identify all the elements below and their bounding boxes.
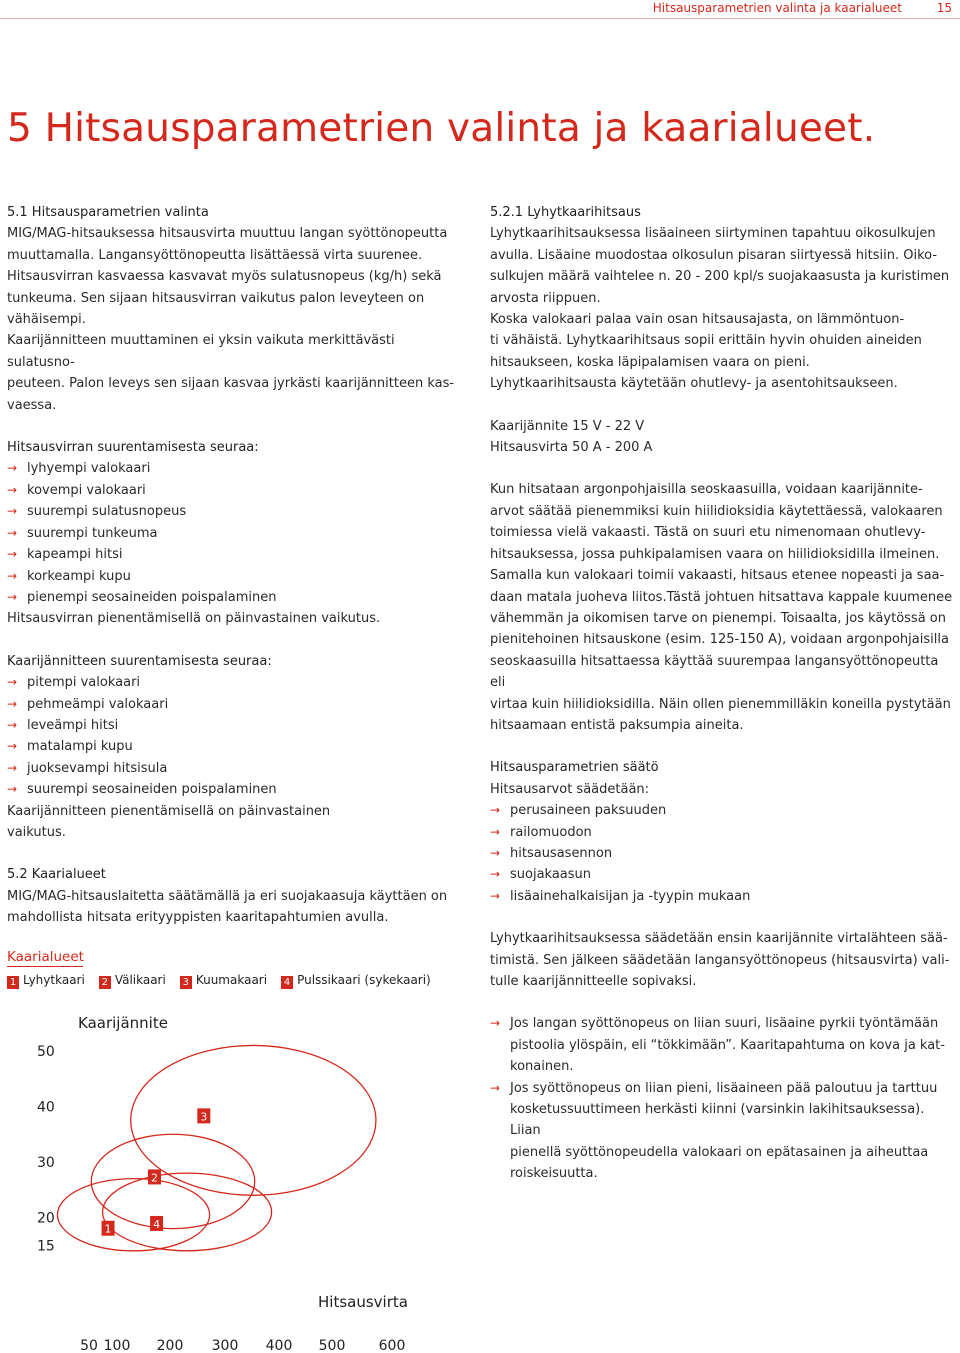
y-axis-ticks xyxy=(37,1044,55,1254)
x-tick-label: 300 xyxy=(211,1338,239,1353)
tip-line: pienellä syöttönopeudella valokaari on epätasainen ja aiheuttaa xyxy=(510,1144,929,1160)
range-line: Kaarijännite 15 V - 22 V xyxy=(490,418,645,434)
tip-line: → Jos langan syöttönopeus on liian suuri, lisäaine pyrkii työntämään xyxy=(510,1016,939,1032)
body-line: vaessa. xyxy=(7,397,57,413)
body-line: vaikutus. xyxy=(7,824,66,840)
right-column xyxy=(490,202,955,1185)
region-ellipse-1 xyxy=(57,1179,209,1251)
region-label-4: 4 xyxy=(153,1217,161,1231)
tip-item xyxy=(490,1078,955,1185)
body-line: arvosta riippuen. xyxy=(490,290,601,306)
header-bar xyxy=(0,0,960,19)
legend-label: Välikaari xyxy=(114,973,166,987)
y-axis-label: Kaarijännite xyxy=(78,1014,168,1032)
tip-line: kosketussuuttimeen herkästi kiinni (varsinkin lakihitsauksessa). Liian xyxy=(510,1102,925,1139)
body-line: seoskaasuilla hitsattaessa käyttää suurempaa langansyöttönopeutta eli xyxy=(490,653,939,691)
body-line: Kun hitsataan argonpohjaisilla seoskaasuilla, voidaan kaarijännite- xyxy=(490,482,923,498)
region-label-1: 1 xyxy=(104,1222,112,1236)
parameter-control-heading: Hitsausparametrien säätö xyxy=(490,760,659,776)
list-item: → kovempi valokaari xyxy=(7,480,457,501)
body-line: Hitsausvirran kasvaessa kasvavat myös sulatusnopeus (kg/h) sekä xyxy=(7,269,442,285)
list-item: → korkeampi kupu xyxy=(7,566,457,587)
body-line: Samalla kun valokaari toimii vakaasti, hitsaus etenee nopeasti ja saa- xyxy=(490,568,945,584)
section-5-1-body xyxy=(7,223,457,416)
body-line: Kaarijännitteen muuttaminen ei yksin vaikuta merkittävästi sulatusno- xyxy=(7,333,395,370)
region-label-3: 3 xyxy=(200,1110,208,1124)
body-line: daan matala juoheva liitos.Tästä johtuen hitsattava kappale kuumenee xyxy=(490,589,953,605)
y-tick-label: 15 xyxy=(37,1238,55,1255)
arc-range-chart xyxy=(0,1000,470,1353)
x-tick-label: 50 xyxy=(80,1338,98,1353)
section-5-1-heading: 5.1 Hitsausparametrien valinta xyxy=(7,205,209,220)
tip-line: → Jos syöttönopeus on liian pieni, lisäaineen pää paloutuu ja tarttuu xyxy=(510,1080,938,1096)
body-line: Kaarijännitteen pienentämisellä on päinvastainen xyxy=(7,803,331,819)
region-label-2: 2 xyxy=(151,1171,158,1185)
y-tick-label: 30 xyxy=(37,1155,55,1171)
legend-label: Lyhytkaari xyxy=(23,973,85,987)
list-item: → perusaineen paksuuden xyxy=(490,800,955,821)
body-line: ti vähäistä. Lyhytkaarihitsaus sopii erittäin hyvin ohuiden aineiden xyxy=(490,333,922,349)
list-item: → juoksevampi hitsisula xyxy=(7,758,457,779)
body-line: MIG/MAG-hitsauksessa hitsausvirta muuttuu langan syöttönopeutta xyxy=(7,226,448,242)
list-item: → suurempi seosaineiden poispalaminen xyxy=(7,779,457,800)
tip-item xyxy=(490,1013,955,1077)
y-tick-label: 40 xyxy=(37,1099,55,1116)
left-column xyxy=(7,202,457,929)
section-5-2-heading: 5.2 Kaarialueet xyxy=(7,867,106,883)
section-5-2-1-heading: 5.2.1 Lyhytkaarihitsaus xyxy=(490,205,641,220)
legend-label: Kuumakaari xyxy=(195,973,268,987)
x-tick-label: 400 xyxy=(265,1338,293,1353)
kaarialueet-title: Kaarialueet xyxy=(7,949,84,965)
tip-line: pistoolia ylöspäin, eli “tökkimään”. Kaaritapahtuma on kova ja kat- xyxy=(510,1037,945,1053)
list-item: → pitempi valokaari xyxy=(7,672,457,693)
list-item: → lisäainehalkaisijan ja -tyypin mukaan xyxy=(490,886,955,907)
range-line: Hitsausvirta 50 A - 200 A xyxy=(490,440,653,456)
x-tick-label: 500 xyxy=(318,1338,346,1353)
list-item: → suurempi sulatusnopeus xyxy=(7,501,457,522)
voltage-effects-heading: Kaarijännitteen suurentamisesta seuraa: xyxy=(7,653,272,669)
legend-entry xyxy=(281,973,431,987)
legend-entry xyxy=(7,973,85,987)
tip-line: konainen. xyxy=(510,1059,574,1075)
body-line: avulla. Lisäaine muodostaa olkosulun pisaran siirtyessä hitsiin. Oiko- xyxy=(490,247,938,263)
list-item: → pienempi seosaineiden poispalaminen xyxy=(7,587,457,608)
legend-number: 3 xyxy=(180,976,192,989)
kaarialueet-legend xyxy=(7,973,431,989)
legend-entry xyxy=(180,973,267,987)
list-item: → hitsausasennon xyxy=(490,843,955,864)
voltage-effects-footer xyxy=(7,801,457,844)
body-line: Lyhytkaarihitsausta käytetään ohutlevy- ja asentohitsaukseen. xyxy=(490,376,898,392)
current-effects-footer: Hitsausvirran pienentämisellä on päinvastainen vaikutus. xyxy=(7,611,381,627)
list-item: → matalampi kupu xyxy=(7,736,457,757)
current-effects-heading: Hitsausvirran suurentamisesta seuraa: xyxy=(7,440,259,456)
chart-regions xyxy=(57,1045,375,1250)
legend-label: Pulssikaari (sykekaari) xyxy=(297,973,431,987)
section-5-2-1-body xyxy=(490,223,955,394)
tip-line: roiskeisuutta. xyxy=(510,1166,598,1182)
parameter-control-list xyxy=(490,800,955,907)
section-5-2-body xyxy=(7,886,457,929)
body-line: toimiessa vielä vakaasti. Tästä on suuri etu nimenomaan ohutlevy- xyxy=(490,525,926,541)
short-arc-paragraph xyxy=(490,928,955,992)
x-axis-label: Hitsausvirta xyxy=(318,1293,408,1311)
body-line: tunkeuma. Sen sijaan hitsausvirran vaikutus palon leveyteen on xyxy=(7,290,425,306)
body-line: sulkujen määrä vaihtelee n. 20 - 200 kpl/s suojakaasusta ja kuristimen xyxy=(490,269,950,285)
region-ellipse-2 xyxy=(91,1134,254,1228)
running-title: Hitsausparametrien valinta ja kaarialueet xyxy=(652,1,902,15)
body-line: tulle kaarijännitteelle sopivaksi. xyxy=(490,974,697,989)
y-tick-label: 50 xyxy=(37,1044,55,1060)
x-tick-label: 200 xyxy=(156,1338,184,1353)
y-tick-label: 20 xyxy=(37,1210,55,1227)
body-line: arvot säätää pienemmiksi kuin hiilidioksidia käytettäessä, valokaaren xyxy=(490,503,943,519)
list-item: → suurempi tunkeuma xyxy=(7,523,457,544)
list-item: → kapeampi hitsi xyxy=(7,544,457,565)
region-ellipse-4 xyxy=(103,1173,272,1251)
chapter-title: 5 Hitsausparametrien valinta ja kaarialueet. xyxy=(7,106,876,151)
body-line: muuttamalla. Langansyöttönopeutta lisättäessä virta suurenee. xyxy=(7,247,423,263)
parameter-control-subheading: Hitsausarvot säädetään: xyxy=(490,781,650,797)
list-item: → leveämpi hitsi xyxy=(7,715,457,736)
parameter-ranges xyxy=(490,416,955,459)
legend-number: 4 xyxy=(281,976,293,989)
argon-paragraph xyxy=(490,479,955,736)
page-number: 15 xyxy=(936,1,952,15)
x-axis-ticks xyxy=(80,1338,405,1353)
body-line: vähemmän ja oikomisen tarve on pienempi. Toisaalta, jos käytössä on xyxy=(490,610,946,626)
list-item: → pehmeämpi valokaari xyxy=(7,694,457,715)
x-tick-label: 600 xyxy=(378,1338,406,1353)
body-line: Lyhytkaarihitsauksessa lisäaineen siirtyminen tapahtuu oikosulkujen xyxy=(490,226,936,242)
legend-number: 1 xyxy=(7,976,19,989)
list-item: → railomuodon xyxy=(490,822,955,843)
body-line: Koska valokaari palaa vain osan hitsausajasta, on lämmöntuon- xyxy=(490,312,905,328)
current-effects-list xyxy=(7,458,457,608)
body-line: MIG/MAG-hitsauslaitetta säätämällä ja eri suojakaasuja käyttäen on xyxy=(7,888,448,904)
body-line: Lyhytkaarihitsauksessa säädetään ensin kaarijännite virtalähteen sää- xyxy=(490,931,948,947)
tips-list xyxy=(490,1013,955,1184)
body-line: mahdollista hitsata erityyppisten kaaritapahtumien avulla. xyxy=(7,910,389,926)
body-line: pienitehoinen hitsauskone (esim. 125-150 A), voidaan argonpohjaisilla xyxy=(490,632,949,648)
legend-entry xyxy=(99,973,166,987)
body-line: virtaa kuin hiilidioksidilla. Näin ollen pienemmilläkin koneilla pystytään xyxy=(490,696,951,712)
legend-number: 2 xyxy=(99,976,111,989)
body-line: hitsaukseen, koska läpipalamisen vaara on pieni. xyxy=(490,354,810,370)
body-line: peuteen. Palon leveys sen sijaan kasvaa jyrkästi kaarijännitteen kas- xyxy=(7,376,455,392)
body-line: timistä. Sen jälkeen säädetään langansyöttönopeus (hitsausvirta) vali- xyxy=(490,952,950,968)
voltage-effects-list xyxy=(7,672,457,800)
list-item: → lyhyempi valokaari xyxy=(7,458,457,479)
x-tick-label: 100 xyxy=(103,1338,131,1353)
list-item: → suojakaasun xyxy=(490,864,955,885)
body-line: hitsauksessa, jossa puhkipalamisen vaara on hiilidioksidilla ilmeinen. xyxy=(490,546,940,562)
body-line: hitsaamaan entistä paksumpia aineita. xyxy=(490,717,744,733)
body-line: vähäisempi. xyxy=(7,312,86,328)
